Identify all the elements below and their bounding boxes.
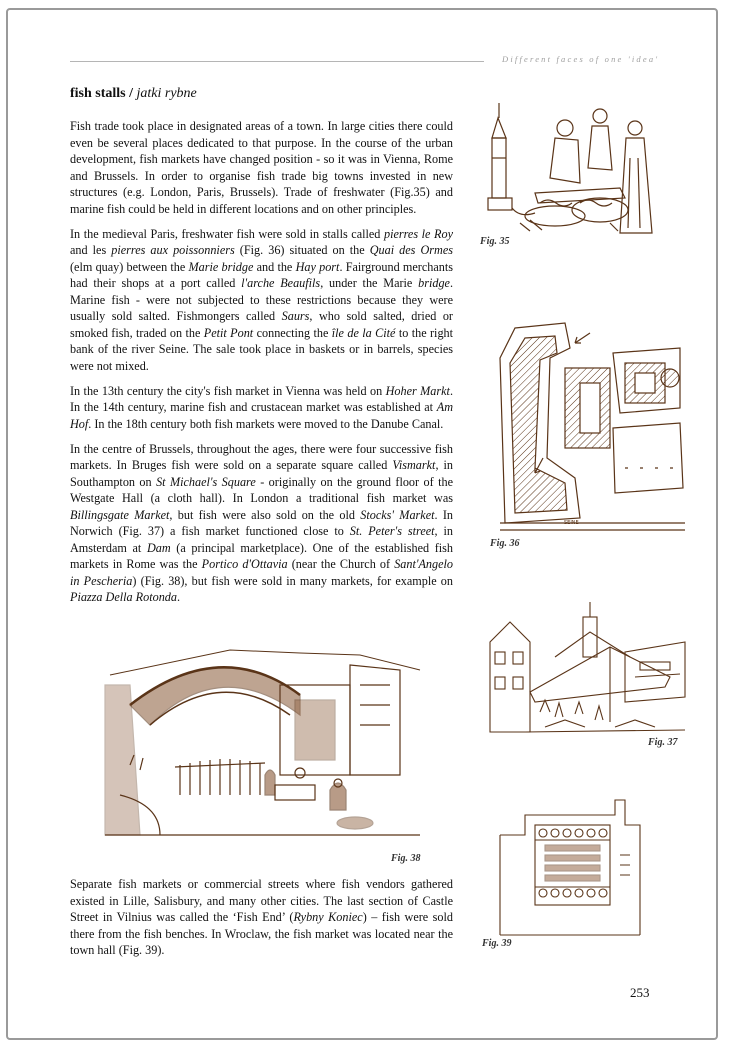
figure-38-illustration	[100, 645, 422, 845]
body-text	[70, 118, 453, 614]
paragraph-1: Fish trade took place in designated areas of a town. In large cities there could even be several places dedicated to that purpose. In the course of the urban development, fish markets have changed position - so it was in Vienna, Rome and Brussels. In order to organise fish trade big towns invested in new structures (e.g. London, Paris, Brussels). Trade of freshwater (Fig.35) and marine fish could be held in different locations and on other principles.	[70, 119, 453, 216]
paragraph-4: In the centre of Brussels, throughout the ages, there were four successive fish markets. In Bruges fish were sold on a separate square called Vismarkt, in Southampton on St Michael's Square - originally on the ground floor of the Westgate Hall (a cloth hall). In London a traditional fish market was Billingsgate Market, but fish were also sold on the old Stocks' Market. In Norwich (Fig. 37) a fish market functioned close to St. Peter's street, in Amsterdam at Dam (a principal marketplace). One of the established fish markets in Rome was the Portico d'Ottavia (near the Church of Sant'Angelo in Pescheria) (Fig. 38), but fish were sold in many markets, for example on Piazza Della Rotonda.	[70, 441, 453, 604]
running-title: Different faces of one 'idea'	[502, 54, 660, 64]
figure-39-plan	[495, 795, 645, 940]
section-title-main: fish stalls	[70, 86, 126, 101]
figure-37-caption: Fig. 37	[648, 737, 678, 748]
paragraph-3: In the 13th century the city's fish market in Vienna was held on Hoher Markt. In the 14th century, marine fish and crustacean market was established at Am Hof. In the 18th century both fish markets were moved to the Danube Canal.	[70, 383, 453, 431]
figure-36-river-label: SEINE	[564, 520, 579, 526]
body-text-bottom	[70, 876, 453, 959]
figure-36-caption: Fig. 36	[490, 538, 520, 549]
figure-35-caption: Fig. 35	[480, 236, 510, 247]
paragraph-5: Separate fish markets or commercial streets where fish vendors gathered existed in Lille, Salisbury, and many other cities. The last section of Castle Street in Vilnius was called the ‘Fish End’ (Rybny Koniec) – fish were sold there from the fish benches. In Wroclaw, the fish market was located near the town hall (Fig. 39).	[70, 877, 453, 957]
header-rule	[70, 61, 484, 62]
section-title-sub: jatki rybne	[136, 86, 197, 101]
figure-35-illustration	[480, 98, 660, 238]
figure-37-illustration	[485, 602, 687, 742]
paragraph-2: In the medieval Paris, freshwater fish were sold in stalls called pierres le Roy and les pierres aux poissonniers (Fig. 36) situated on the Quai des Ormes (elm quay) between the Marie bridge and the Hay port. Fairground merchants had their shops at a port called l'arche Beaufils, under the Marie bridge. Marine fish - were not subjected to these restrictions because they were usually sold salted. Fishmongers called Saurs, who sold salted, dried or smoked fish, traded on the Petit Pont connecting the île de la Cité to the right bank of the river Seine. The sale took place in baskets or in barrels, species were not mixed.	[70, 226, 454, 373]
section-title	[70, 86, 197, 102]
page-number: 253	[630, 985, 650, 1000]
section-title-separator: /	[125, 86, 137, 101]
figure-39-caption: Fig. 39	[482, 938, 512, 949]
figure-36-plan	[495, 318, 687, 536]
figure-38-caption: Fig. 38	[391, 853, 421, 864]
